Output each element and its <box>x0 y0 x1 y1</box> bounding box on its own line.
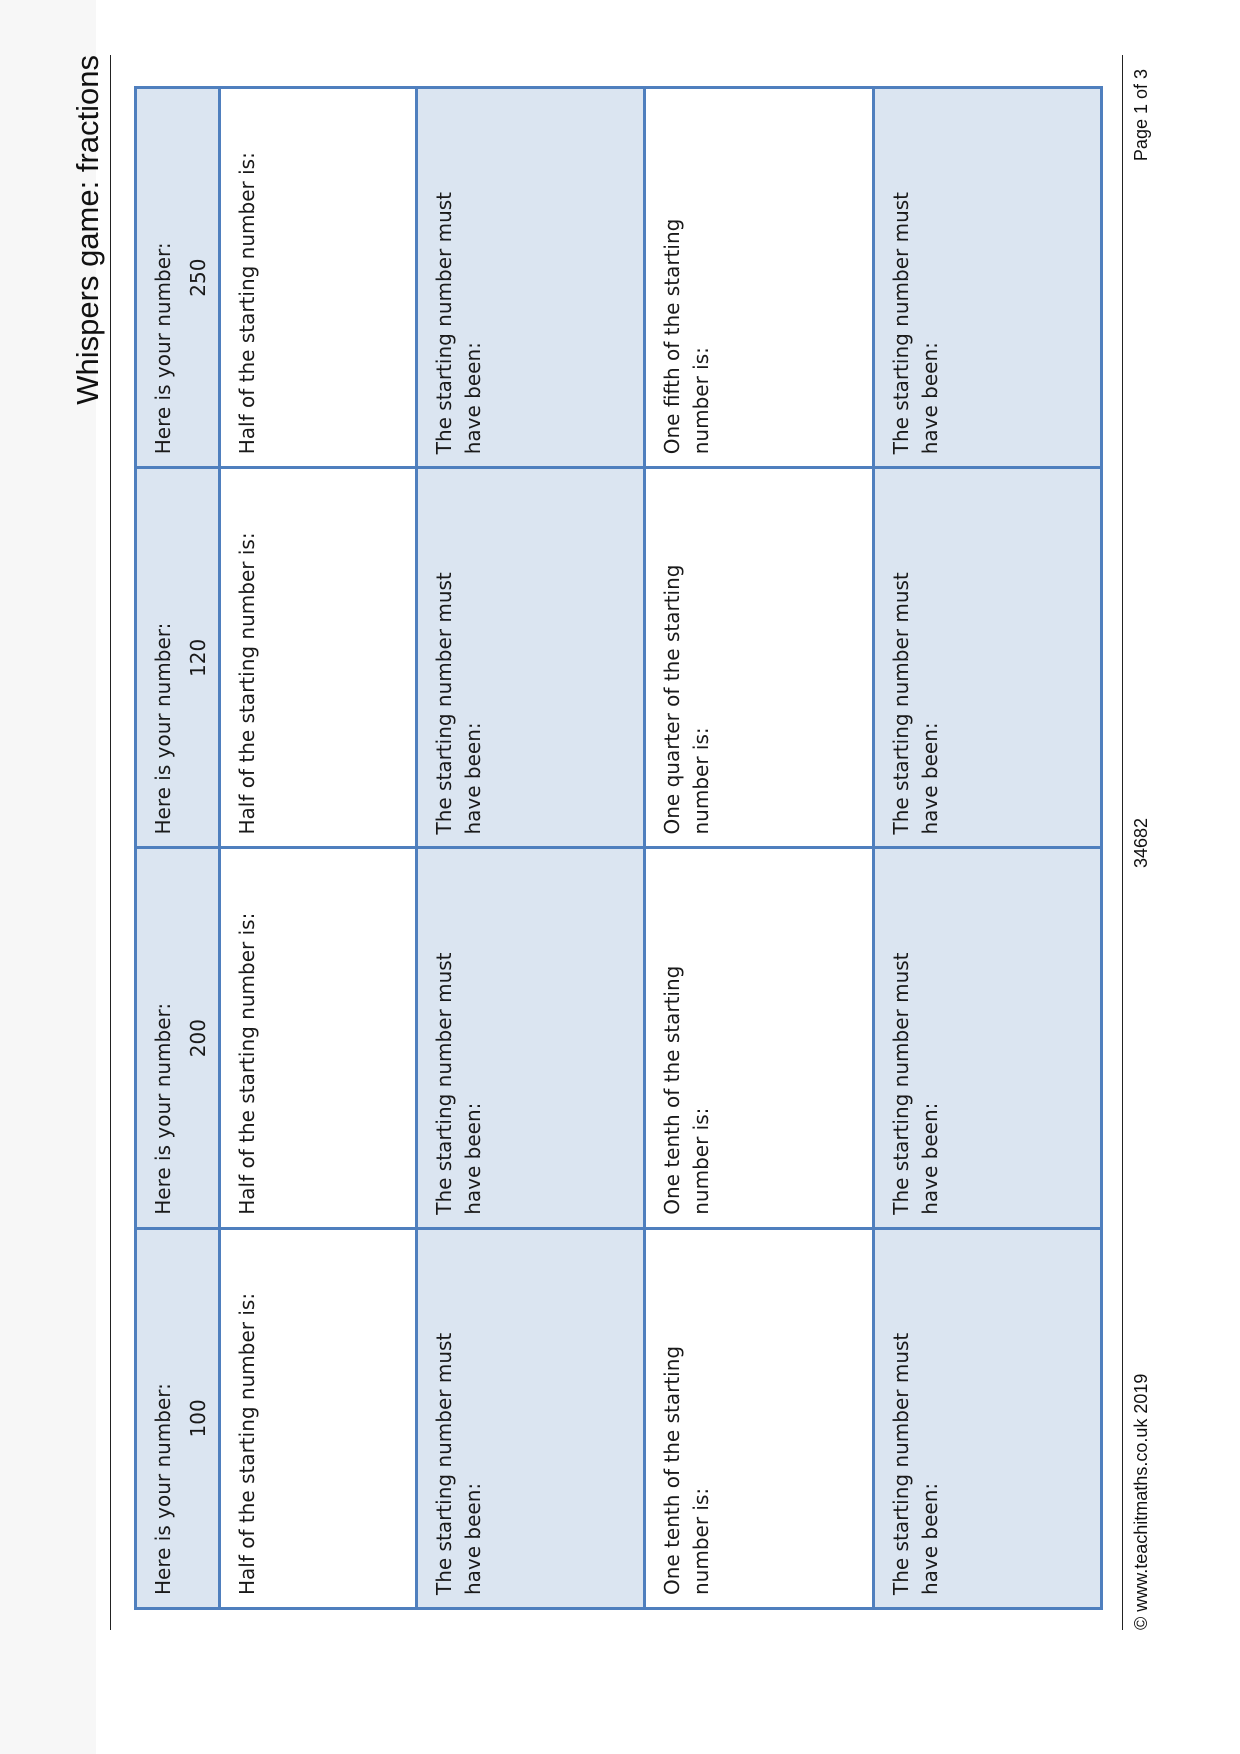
card-3-must-cell <box>417 468 645 848</box>
start-prompt: Here is your number: <box>151 622 175 835</box>
final-prompt: The starting number must have been: <box>889 952 942 1215</box>
must-prompt: The starting number must have been: <box>432 1332 485 1595</box>
fraction-prompt: One tenth of the starting number is: <box>660 1345 713 1595</box>
card-4-final-cell <box>874 88 1102 468</box>
card-4-fraction-cell <box>645 88 874 468</box>
final-prompt: The starting number must have been: <box>889 572 942 835</box>
card-1-start-cell <box>136 1228 220 1608</box>
resource-code: 34682 <box>1131 817 1151 868</box>
start-prompt: Here is your number: <box>151 1002 175 1215</box>
card-2-fraction-cell <box>645 848 874 1228</box>
must-prompt: The starting number must have been: <box>432 191 485 455</box>
fraction-prompt: One quarter of the starting number is: <box>660 564 713 835</box>
card-2-final-cell <box>874 848 1102 1228</box>
row-half <box>220 88 417 1609</box>
card-1-final-cell <box>874 1228 1102 1608</box>
card-2-must-cell <box>417 848 645 1228</box>
card-1-must-cell <box>417 1228 645 1608</box>
row-starting-number <box>136 88 220 1609</box>
starting-number: 250 <box>186 258 210 297</box>
must-prompt: The starting number must have been: <box>432 952 485 1215</box>
card-2-half-cell <box>220 848 417 1228</box>
must-prompt: The starting number must have been: <box>432 572 485 835</box>
final-prompt: The starting number must have been: <box>889 191 942 455</box>
copyright-text: © www.teachitmaths.co.uk 2019 <box>1131 1373 1151 1630</box>
card-2-start-cell <box>136 848 220 1228</box>
whispers-card-grid <box>134 86 1103 1610</box>
card-4-must-cell <box>417 88 645 468</box>
card-1-fraction-cell <box>645 1228 874 1608</box>
page-footer <box>1122 55 1163 1630</box>
start-prompt: Here is your number: <box>151 1383 175 1595</box>
card-4-half-cell <box>220 88 417 468</box>
starting-number: 100 <box>186 1399 210 1438</box>
starting-number: 120 <box>186 638 210 677</box>
card-4-start-cell <box>136 88 220 468</box>
page-number: Page 1 of 3 <box>1131 69 1151 162</box>
start-prompt: Here is your number: <box>151 242 175 455</box>
worksheet <box>48 50 1188 1690</box>
row-fraction <box>645 88 874 1609</box>
card-1-half-cell <box>220 1228 417 1608</box>
fraction-prompt: One fifth of the starting number is: <box>660 218 713 455</box>
half-prompt: Half of the starting number is: <box>235 912 259 1215</box>
final-prompt: The starting number must have been: <box>889 1332 942 1595</box>
half-prompt: Half of the starting number is: <box>235 532 259 835</box>
fraction-prompt: One tenth of the starting number is: <box>660 965 713 1215</box>
card-3-fraction-cell <box>645 468 874 848</box>
half-prompt: Half of the starting number is: <box>235 152 259 455</box>
page-title: Whispers game: fractions <box>70 55 111 1630</box>
starting-number: 200 <box>186 1019 210 1058</box>
row-must-have-been <box>417 88 645 1609</box>
card-3-final-cell <box>874 468 1102 848</box>
card-3-start-cell <box>136 468 220 848</box>
card-3-half-cell <box>220 468 417 848</box>
half-prompt: Half of the starting number is: <box>235 1292 259 1595</box>
row-final-must-have-been <box>874 88 1102 1609</box>
